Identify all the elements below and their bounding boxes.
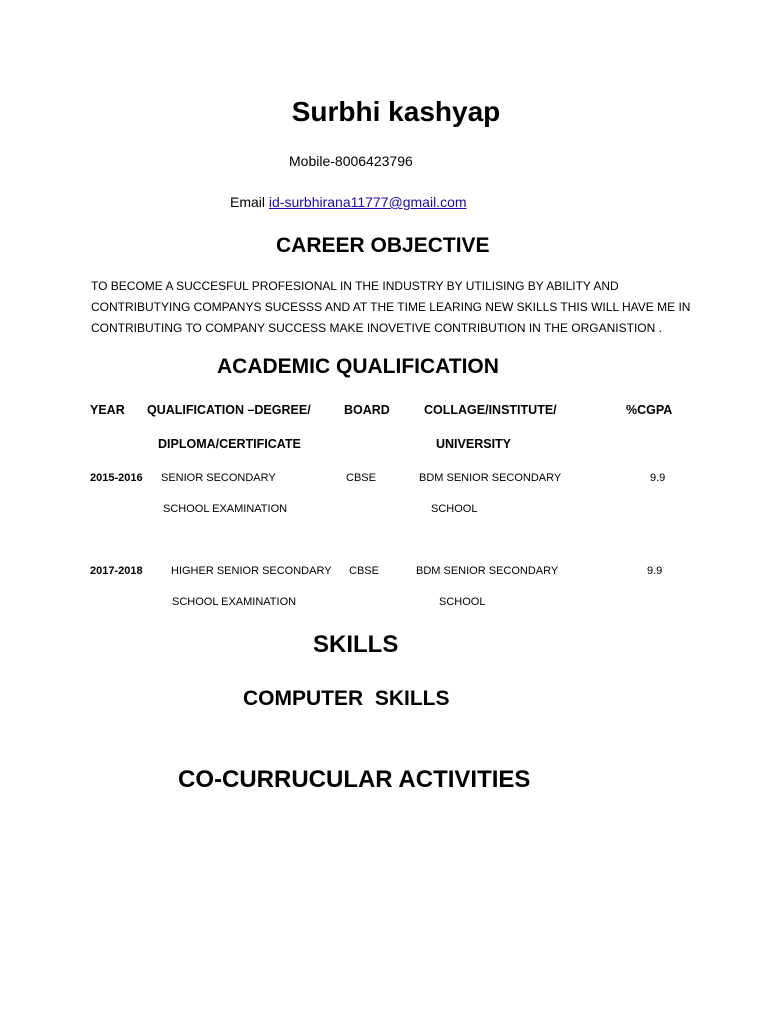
row2-college-line1: BDM SENIOR SECONDARY — [416, 565, 559, 577]
email-link[interactable]: id-surbhirana11777@gmail.com — [268, 194, 467, 210]
header-qualification-line2: DIPLOMA/CERTIFICATE — [158, 437, 301, 451]
email-label: Email — [230, 194, 269, 210]
row1-cgpa: 9.9 — [650, 472, 666, 484]
header-board: BOARD — [344, 403, 390, 417]
row1-college-line2: SCHOOL — [431, 503, 478, 515]
academic-qualification-heading: ACADEMIC QUALIFICATION — [217, 355, 499, 378]
mobile-number: 8006423796 — [334, 153, 413, 169]
email-line — [230, 194, 467, 210]
candidate-name: Surbhi kashyap — [291, 96, 501, 127]
row2-qualification-line1: HIGHER SENIOR SECONDARY — [171, 565, 332, 577]
row2-year: 2017-2018 — [90, 565, 143, 577]
row1-qualification-line2: SCHOOL EXAMINATION — [163, 503, 288, 515]
computer-skills-heading: COMPUTER SKILLS — [243, 687, 450, 710]
row1-board: CBSE — [346, 472, 376, 484]
mobile-line — [289, 153, 413, 169]
row2-college-line2: SCHOOL — [439, 596, 486, 608]
header-year: YEAR — [90, 403, 125, 417]
cocurricular-heading: CO-CURRUCULAR ACTIVITIES — [178, 766, 531, 793]
career-objective-heading: CAREER OBJECTIVE — [276, 234, 490, 257]
skills-heading: SKILLS — [313, 631, 399, 658]
row1-college-line1: BDM SENIOR SECONDARY — [419, 472, 562, 484]
career-objective-text: TO BECOME A SUCCESFUL PROFESIONAL IN THE INDUSTRY BY UTILISING BY ABILITY AND CONTRIBUTYING COMPANYS SUCESSS AND AT THE TIME LEARING NEW SKILLS THIS WILL HAVE ME IN CONTRIBUTING TO COMPANY SUCCESS MAKE INOVETIVE CONTRIBUTION IN THE ORGANISTION . — [91, 279, 691, 335]
row1-year: 2015-2016 — [90, 472, 143, 484]
header-college-line1: COLLAGE/INSTITUTE/ — [424, 403, 557, 417]
header-cgpa: %CGPA — [626, 403, 673, 417]
row2-qualification-line2: SCHOOL EXAMINATION — [172, 596, 297, 608]
row1-qualification-line1: SENIOR SECONDARY — [161, 472, 276, 484]
row2-board: CBSE — [349, 565, 379, 577]
mobile-label: Mobile- — [289, 153, 335, 169]
header-qualification-line1: QUALIFICATION –DEGREE/ — [147, 403, 311, 417]
row2-cgpa: 9.9 — [647, 565, 663, 577]
header-college-line2: UNIVERSITY — [436, 437, 512, 451]
